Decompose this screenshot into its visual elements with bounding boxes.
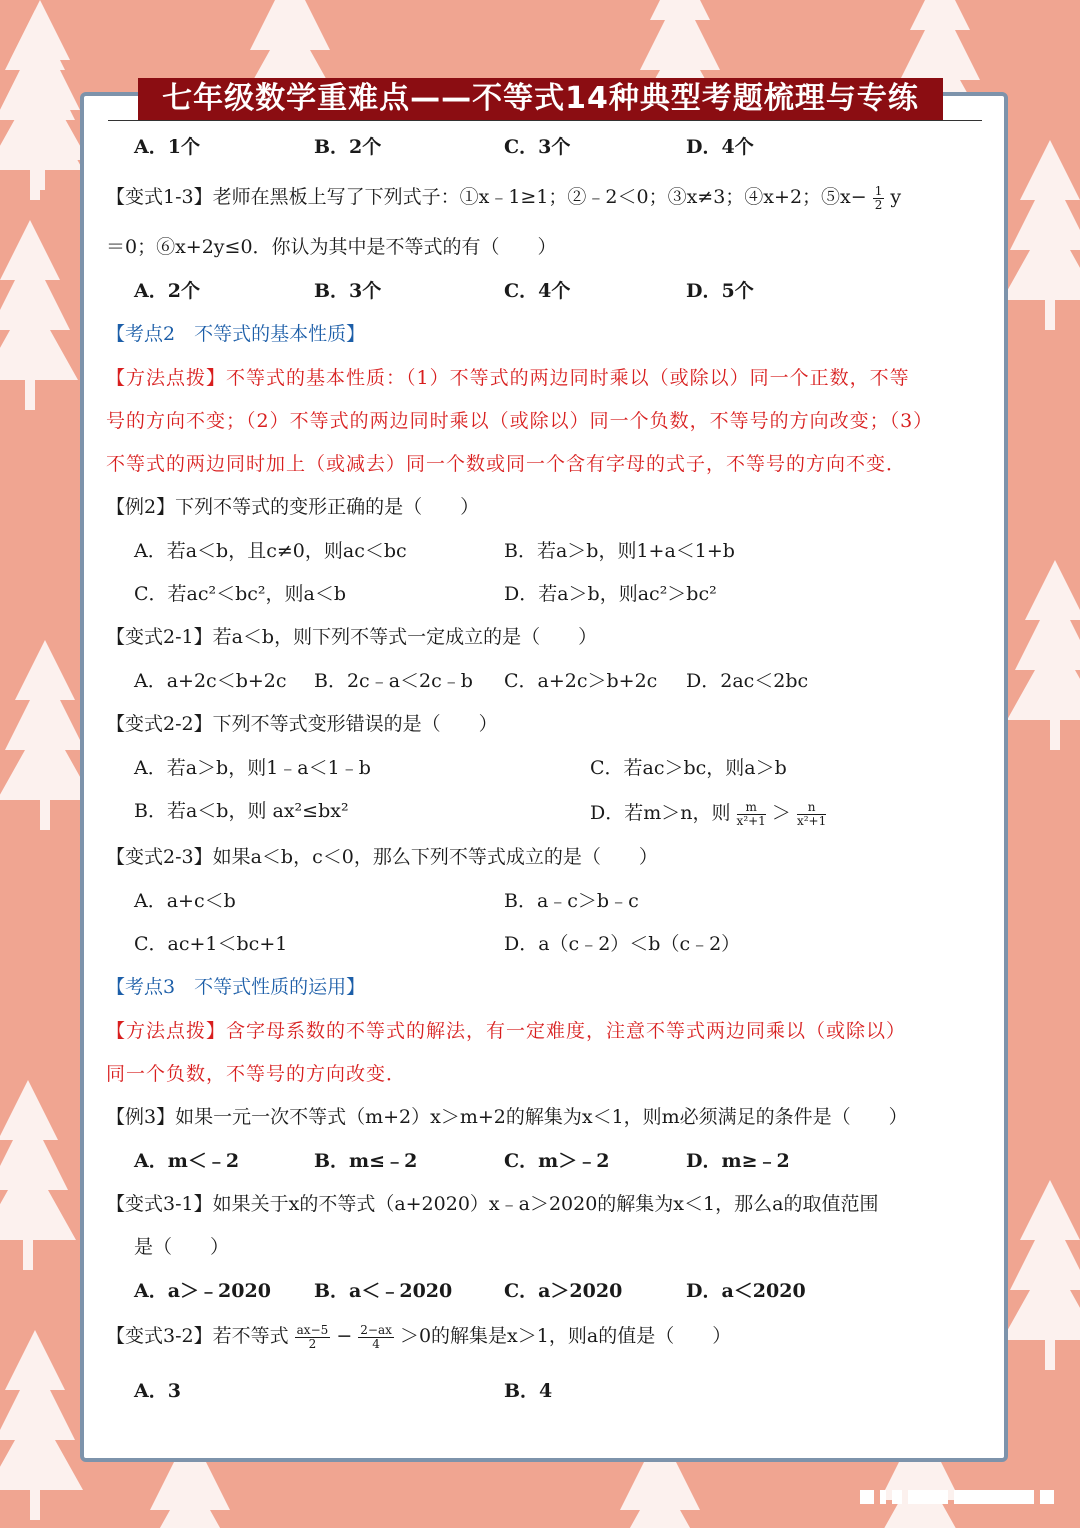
option-c: C．4个 — [504, 280, 571, 302]
option-a: A．1个 — [134, 136, 200, 158]
fraction — [797, 801, 826, 828]
option-d: D．a（c﹣2）＜b（c﹣2） — [504, 933, 741, 955]
option-b: B．a﹣c＞b﹣c — [504, 890, 639, 912]
method-tip: 【方法点拨】不等式的基本性质：（1）不等式的两边同时乘以（或除以）同一个正数，不等 — [106, 367, 910, 389]
option-b: B．m≤﹣2 — [314, 1150, 418, 1172]
option-d: D．5个 — [686, 280, 754, 302]
example-2: 【例2】下列不等式的变形正确的是（ ） — [106, 496, 480, 518]
fraction-numerator: n — [797, 801, 826, 815]
option-b: B．若a＞b，则1+a＜1+b — [504, 540, 735, 562]
fraction — [358, 1324, 394, 1351]
fraction-denominator: 2 — [308, 1336, 317, 1351]
page-title: 七年级数学重难点——不等式14种典型考题梳理与专练 — [138, 78, 943, 120]
fraction-numerator: 1 — [874, 183, 883, 198]
fraction-numerator: m — [737, 801, 766, 815]
option-a: A．2个 — [134, 280, 200, 302]
option-c: C．a+2c＞b+2c — [504, 670, 658, 692]
example-3: 【例3】如果一元一次不等式（m+2）x＞m+2的解集为x＜1，则m必须满足的条件是（ ） — [106, 1106, 908, 1128]
fraction-denominator: 2 — [874, 197, 883, 212]
question-1-3-cont: ＝0；⑥x+2y≤0．你认为其中是不等式的有（ ） — [106, 236, 557, 258]
question-2-1: 【变式2-1】若a＜b，则下列不等式一定成立的是（ ） — [106, 626, 598, 648]
question-text: 【变式3-2】若不等式 — [106, 1325, 289, 1347]
option-c: C．3个 — [504, 136, 571, 158]
question-3-2 — [106, 1321, 731, 1351]
question-3-1-cont: 是（ ） — [134, 1236, 230, 1258]
question-2-2: 【变式2-2】下列不等式变形错误的是（ ） — [106, 713, 498, 735]
option-c: C．若ac²＜bc²，则a＜b — [134, 583, 347, 605]
minus-sign: − — [336, 1325, 353, 1347]
fraction-denominator: x²+1 — [796, 813, 827, 828]
option-b: B．4 — [504, 1380, 553, 1402]
header-rule — [108, 120, 982, 121]
option-a: A．a＞﹣2020 — [134, 1280, 271, 1302]
watermark-barcode — [860, 1488, 1060, 1506]
option-b: B．2个 — [314, 136, 382, 158]
question-1-3 — [106, 182, 901, 212]
question-text-tail: ＞0的解集是x＞1，则a的值是（ ） — [399, 1325, 732, 1347]
option-d-text: D．若m＞n，则 — [590, 802, 731, 824]
fraction-numerator: 2−ax — [360, 1322, 392, 1337]
option-c: C．a＞2020 — [504, 1280, 623, 1302]
option-a: A．若a＜b，且c≠0，则ac＜bc — [134, 540, 407, 562]
option-a: A．m＜﹣2 — [134, 1150, 240, 1172]
section-heading: 【考点3 不等式性质的运用】 — [106, 976, 366, 998]
option-d — [590, 798, 826, 828]
option-d: D．m≥﹣2 — [686, 1150, 790, 1172]
question-2-3: 【变式2-3】如果a＜b，c＜0，那么下列不等式成立的是（ ） — [106, 846, 658, 868]
question-text: 【变式1-3】老师在黑板上写了下列式子：①x﹣1≥1；②﹣2＜0；③x≠3；④x+2；⑤x− — [106, 186, 867, 208]
option-c: C．若ac＞bc，则a＞b — [590, 757, 787, 779]
option-b: B．2c﹣a＜2c﹣b — [314, 670, 473, 692]
option-d: D．4个 — [686, 136, 754, 158]
option-d: D．若a＞b，则ac²＞bc² — [504, 583, 717, 605]
method-tip: 【方法点拨】含字母系数的不等式的解法，有一定难度，注意不等式两边同乘以（或除以） — [106, 1020, 907, 1042]
question-text-tail: y — [890, 186, 902, 208]
section-heading: 【考点2 不等式的基本性质】 — [106, 323, 366, 345]
option-b: B．a＜﹣2020 — [314, 1280, 453, 1302]
option-d: D．2ac＜2bc — [686, 670, 809, 692]
option-b: B．3个 — [314, 280, 382, 302]
question-3-1: 【变式3-1】如果关于x的不等式（a+2020）x﹣a＞2020的解集为x＜1，那么a的取值范围 — [106, 1193, 879, 1215]
document-sheet — [80, 92, 1008, 1462]
fraction-denominator: 4 — [372, 1336, 380, 1351]
method-tip: 号的方向不变；（2）不等式的两边同时乘以（或除以）同一个负数，不等号的方向改变；（3） — [106, 410, 934, 432]
option-d: D．a＜2020 — [686, 1280, 806, 1302]
greater-than-sign: ＞ — [771, 802, 791, 824]
option-b: B．若a＜b，则 ax²≤bx² — [134, 800, 349, 822]
fraction — [295, 1324, 331, 1351]
option-a: A．若a＞b，则1﹣a＜1﹣b — [134, 757, 371, 779]
method-tip: 不等式的两边同时加上（或减去）同一个数或同一个含有字母的式子，不等号的方向不变． — [106, 453, 907, 475]
option-a: A．a+c＜b — [134, 890, 236, 912]
fraction — [737, 801, 766, 828]
option-a: A．a+2c＜b+2c — [134, 670, 287, 692]
option-a: A．3 — [134, 1380, 181, 1402]
method-tip: 同一个负数，不等号的方向改变． — [106, 1063, 407, 1085]
option-c: C．ac+1＜bc+1 — [134, 933, 288, 955]
fraction-denominator: x²+1 — [736, 813, 766, 828]
option-c: C．m＞﹣2 — [504, 1150, 610, 1172]
fraction — [873, 185, 885, 212]
fraction-numerator: ax−5 — [296, 1322, 329, 1337]
